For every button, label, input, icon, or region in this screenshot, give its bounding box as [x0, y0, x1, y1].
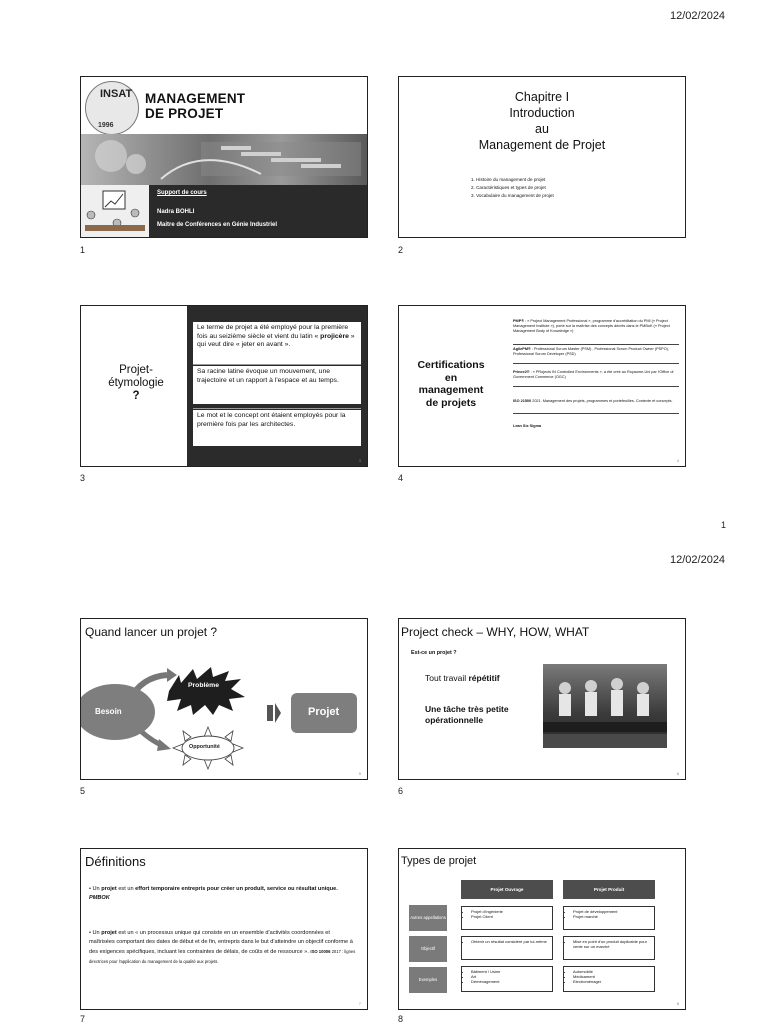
- slide-number-2: 2: [398, 245, 404, 255]
- cert-lean: Lean Six Sigma: [513, 424, 542, 428]
- slide-inner-number: 4: [676, 458, 679, 463]
- slide-4: [398, 305, 686, 467]
- text: 2021. Management des projets, programmes et portefeuilles. Contexte et concepts.: [531, 399, 673, 403]
- text: est un « un processus unique qui consiste en un ensemble d'activités coordonnées et maîtrisées comportant des dates de début et de fin, entrepris dans le but d'atteindre un objectif conforme à des exigences spécifiques, incluant les contraintes de délais, de coûts et de ressource ».: [89, 930, 353, 955]
- list-item: 3. Vocabulaire du management de projet: [471, 193, 554, 198]
- slide-8-title: Types de projet: [401, 855, 477, 867]
- etymology-paragraph-1: [193, 322, 361, 364]
- slide-number-6: 6: [398, 786, 404, 796]
- cert-pmp: [513, 319, 679, 333]
- text: est un: [116, 886, 136, 892]
- page-1-number: 1: [721, 520, 727, 530]
- slide-3-title: [91, 364, 181, 403]
- list-item: • Bâtiment / Usine: [471, 969, 549, 974]
- slide-number-4: 4: [398, 473, 404, 483]
- table-cell: [563, 936, 655, 960]
- project-trigger-diagram: [81, 619, 367, 779]
- separator: [513, 344, 679, 345]
- separator: [513, 386, 679, 387]
- probleme-burst: [167, 667, 245, 715]
- list-item: • Obtenir un résultat considéré par lui-même: [471, 939, 549, 944]
- title-line: en: [444, 371, 458, 384]
- slide-7-title: Définitions: [85, 854, 146, 869]
- list-item: 2. Caractéristiques et types de projet: [471, 185, 546, 190]
- author-name: Nadra BOHLI: [157, 209, 195, 215]
- list-item: • Déménagement: [471, 979, 549, 984]
- etymology-paragraph-2: Sa racine latine évoque un mouvement, une trajectoire et un rapport à l'espace et au temps.: [193, 366, 361, 404]
- text: : « Project Management Professional », programme d'accréditation du PMI (« Project Management Institute »), porte sur la maîtrise des concepts décrits dans le PMBoK (« Project Management Body of Knowledge »): [513, 319, 670, 333]
- text-bold: projet: [101, 886, 117, 892]
- text: : Professional Scrum Master (PSM) , Professional Scrum Product Owner (PSPO), Professional Scrum Developer (PSD): [513, 347, 669, 356]
- text-bold: projet: [101, 930, 117, 936]
- list-item: • Médicament: [573, 974, 651, 979]
- slide-inner-number: 8: [676, 1001, 679, 1006]
- table-cell: [563, 966, 655, 992]
- collage-graphic: [81, 134, 367, 185]
- list-item: • Automobile: [573, 969, 651, 974]
- arrow-to-projet-head: [275, 703, 281, 723]
- table-cell: [461, 906, 553, 930]
- factory-graphic: [543, 664, 667, 748]
- text: • Un: [89, 930, 102, 936]
- factory-workers-photo: [543, 664, 667, 748]
- list-item: • Projet d'ingénierie: [471, 909, 549, 914]
- slide-inner-number: 7: [358, 1001, 361, 1006]
- definition-iso: [89, 929, 357, 967]
- slide-4-title: [411, 359, 491, 409]
- slide-number-8: 8: [398, 1014, 404, 1024]
- cartoon-graphic: [81, 185, 149, 238]
- project-collage-image: [81, 134, 367, 185]
- text: » qui veut dire « jeter en avant ».: [197, 332, 355, 348]
- title-line: Introduction: [509, 106, 575, 120]
- text-line: Une tâche très petite: [425, 704, 509, 714]
- list-item: 1. Histoire du management de projet: [471, 177, 546, 182]
- separator: [513, 413, 679, 414]
- text-line: opérationnelle: [425, 715, 484, 725]
- slide-inner-number: 5: [358, 771, 361, 776]
- text-bold: effort temporaire entrepris pour créer un produit, service ou résultat unique.: [135, 886, 338, 892]
- row-header-exemples: Exemples: [409, 967, 447, 993]
- separator: [193, 408, 361, 409]
- separator: [193, 364, 361, 365]
- text-bold: PMP®: [513, 319, 525, 323]
- table-cell: [461, 966, 553, 992]
- arrow-head: [167, 668, 177, 682]
- arrow-to-projet-stem: [267, 705, 273, 721]
- list-item: • Projet marché: [573, 914, 651, 919]
- chapter-outline: [471, 176, 554, 200]
- list-item: • Mise en point d'un produit duplicable pour vente sur un marché: [573, 939, 651, 949]
- page-2-date: 12/02/2024: [670, 554, 726, 566]
- slide-1: [80, 76, 368, 238]
- title-line: management: [418, 384, 484, 396]
- probleme-label: Problème: [188, 682, 219, 689]
- slide-8: [398, 848, 686, 1010]
- slide-6-question: Est-ce un projet ?: [411, 650, 457, 656]
- slide-6-title: Project check – WHY, HOW, WHAT: [401, 625, 590, 639]
- definition-pmbok: [89, 885, 357, 903]
- row-header-objectif: Objectif: [409, 936, 447, 962]
- slide-number-3: 3: [80, 473, 86, 483]
- text-bold: projicère: [320, 332, 349, 340]
- insat-logo: [85, 81, 139, 135]
- slide-number-7: 7: [80, 1014, 86, 1024]
- slide-7: [80, 848, 368, 1010]
- text-bold: AgilePM®: [513, 347, 531, 351]
- logo-text: INSAT: [100, 88, 133, 100]
- col-header-produit: Projet Produit: [563, 880, 655, 899]
- text: Tout travail: [425, 673, 469, 683]
- text-bold: ISO 21500: [513, 399, 532, 403]
- small-task-text: [425, 704, 509, 726]
- list-item: • Art: [471, 974, 549, 979]
- title-line: étymologie: [108, 377, 164, 389]
- title-line: ?: [132, 390, 140, 402]
- cert-agile: [513, 347, 679, 357]
- row-header-appellations: Autres appellations: [409, 905, 447, 931]
- cert-iso: [513, 399, 679, 404]
- slide-1-title: [145, 91, 245, 121]
- opportunite-label: Opportunité: [189, 744, 220, 750]
- separator: [513, 363, 679, 364]
- text-bold-italic: PMBOK: [89, 895, 110, 901]
- cert-prince2: [513, 370, 679, 380]
- slide-inner-number: 6: [676, 771, 679, 776]
- list-item: • Projet Client: [471, 914, 549, 919]
- slide-inner-number: 3: [358, 458, 361, 463]
- text-small: 2017 : lignes directrices pour l'application du management de la qualité aux projets.: [89, 949, 356, 964]
- projet-label: Projet: [308, 706, 340, 718]
- text: Le terme de projet a été employé pour la première fois au seizième siècle et vient du latin «: [197, 324, 349, 340]
- slide-5: [80, 618, 368, 780]
- col-header-ouvrage: Projet Ouvrage: [461, 880, 553, 899]
- text-bold: Prince2®: [513, 370, 530, 374]
- slide-2-title: [399, 89, 685, 153]
- text: • Un: [89, 886, 102, 892]
- title-line: Certifications: [417, 359, 485, 371]
- text: : « PRojects IN Controlled Environments », a été créé au Royaume-Uni par l'Office of Government Commerce (OGC): [513, 370, 674, 379]
- title-line-2: DE PROJET: [145, 106, 224, 121]
- slide-number-5: 5: [80, 786, 86, 796]
- list-item: • Projet de développement: [573, 909, 651, 914]
- title-line: de projets: [425, 396, 477, 409]
- author-role: Maitre de Conférences en Génie Industriel: [157, 222, 278, 228]
- page-1-date: 12/02/2024: [670, 10, 726, 22]
- table-cell: [563, 906, 655, 930]
- slide-5-title: Quand lancer un projet ?: [85, 625, 218, 639]
- table-cell: [461, 936, 553, 960]
- text-bold: répétitif: [468, 673, 500, 683]
- etymology-paragraph-3: Le mot et le concept ont étaient employés pour la première fois par les architectes.: [193, 410, 361, 446]
- cartoon-image: [81, 185, 149, 238]
- support-de-cours: Support de cours: [157, 190, 207, 196]
- title-line: au: [535, 122, 549, 136]
- text-bold: ISO 10006: [310, 949, 331, 954]
- slide-2: [398, 76, 686, 238]
- title-line: Management de Projet: [478, 138, 606, 152]
- repetitive-work-text: [425, 673, 500, 683]
- arrow-head: [157, 739, 171, 751]
- title-line: Projet-: [119, 364, 153, 376]
- title-line: Chapitre I: [514, 90, 570, 104]
- besoin-label: Besoin: [95, 707, 122, 716]
- list-item: • Electroménager: [573, 979, 651, 984]
- title-line-1: MANAGEMENT: [145, 91, 246, 106]
- slide-6: [398, 618, 686, 780]
- logo-year: 1996: [98, 122, 114, 129]
- slide-number-1: 1: [80, 245, 86, 255]
- slide-3: [80, 305, 368, 467]
